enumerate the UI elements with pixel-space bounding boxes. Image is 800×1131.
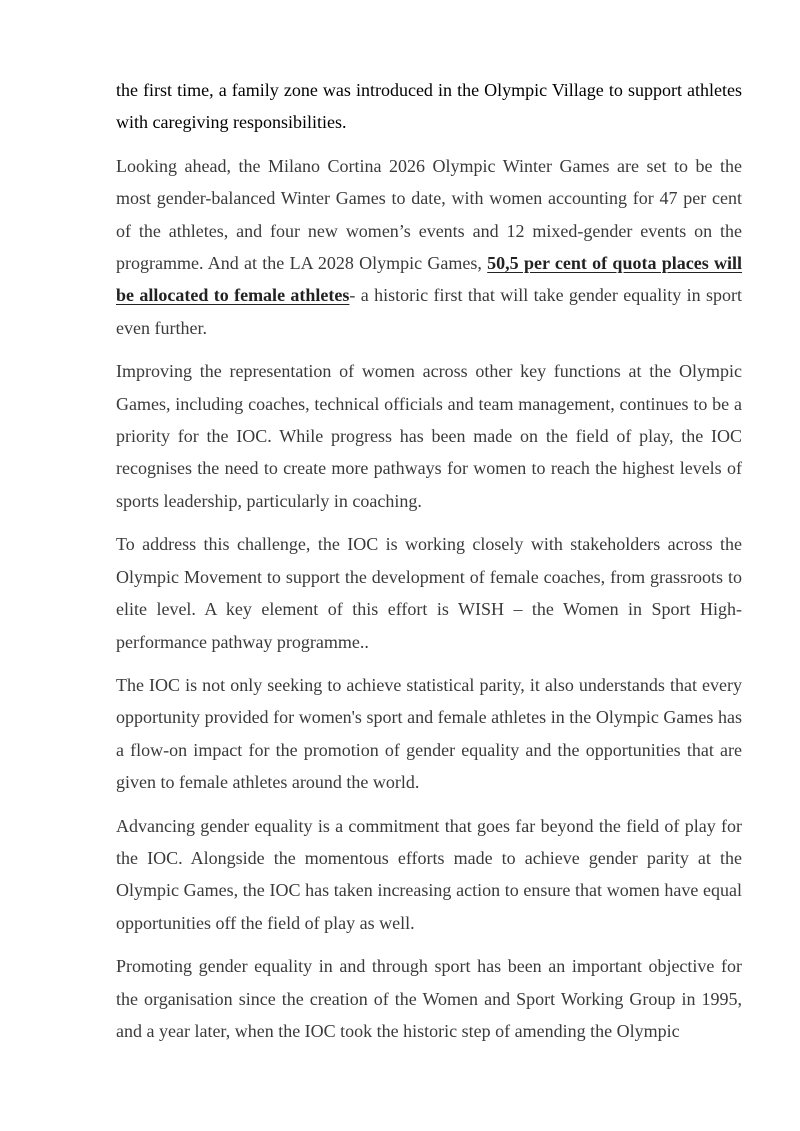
- document-page: [116, 74, 742, 1058]
- paragraph-milano-cortina-tail: - a historic first that will take gender equality in sport even further.: [116, 285, 742, 338]
- paragraph-working-group: Promoting gender equality in and through sport has been an important objective for the organisation since the creation of the Women and Sport Working Group in 1995, and a year later, when the IOC took the historic step of amending the Olympic: [116, 956, 742, 1041]
- paragraph-representation: Improving the representation of women across other key functions at the Olympic Games, including coaches, technical officials and team management, continues to be a priority for the IOC. While progress has been made on the field of play, the IOC recognises the need to create more pathways for women to reach the highest levels of sports leadership, particularly in coaching.: [116, 361, 742, 511]
- paragraph-statistical-parity: The IOC is not only seeking to achieve statistical parity, it also understands that every opportunity provided for women's sport and female athletes in the Olympic Games has a flow-on impact for the promotion of gender equality and the opportunities that are given to female athletes around the world.: [116, 674, 742, 793]
- paragraph-wish-programme: To address this challenge, the IOC is working closely with stakeholders across the Olympic Movement to support the development of female coaches, from grassroots to elite level. A key element of this effort is WISH – the Women in Sport High-performance pathway programme..: [116, 534, 742, 652]
- paragraph-off-field-equality: Advancing gender equality is a commitment that goes far beyond the field of play for the IOC. Alongside the momentous efforts made to achieve gender parity at the Olympic Games, the IOC has taken increasing action to ensure that women have equal opportunities off the field of play as well.: [116, 815, 742, 933]
- paragraph-milano-cortina-text: Looking ahead, the Milano Cortina 2026 Olympic Winter Games are set to be the most gender-balanced Winter Games to date, with women accounting for 47 per cent of the athletes, and four new women’s events and 12 mixed-gender events on the programme. And at the LA 2028 Olympic Games,: [116, 155, 742, 274]
- paragraph-milano-cortina: [116, 150, 742, 344]
- paragraph-family-zone: the first time, a family zone was introduced in the Olympic Village to support athletes with caregiving responsibilities.: [116, 80, 742, 133]
- quota-places-emphasis: 50,5 per cent of quota places will be allocated to female athletes: [116, 253, 743, 306]
